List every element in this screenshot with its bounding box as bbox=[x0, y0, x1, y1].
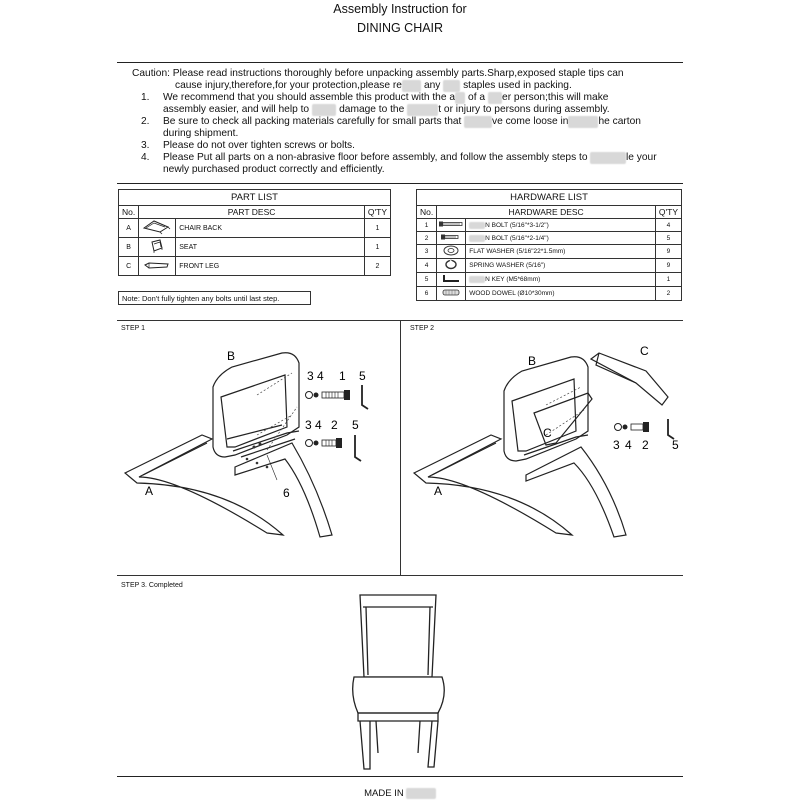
callout-5b: 5 bbox=[352, 418, 359, 432]
callout-a2: A bbox=[434, 484, 443, 498]
caution-item-1-cont: assembly easier, and will help to damage to the t or injury to persons during assembly. bbox=[163, 104, 610, 115]
table-row: C FRONT LEG 2 bbox=[119, 257, 391, 276]
callout-3b: 3 bbox=[305, 418, 312, 432]
caution-item-2: 2. Be sure to check all packing materials carefully for small parts that ve come loose in he carton bbox=[141, 116, 641, 127]
hardware-row-top bbox=[306, 385, 369, 409]
hardware-list-table bbox=[416, 189, 682, 301]
top-divider bbox=[117, 62, 683, 63]
callout-c2: C bbox=[543, 426, 552, 440]
callout-c: C bbox=[640, 344, 649, 358]
caution-item-3: 3. Please do not over tighten screws or bolts. bbox=[141, 140, 355, 151]
chair-back-icon bbox=[140, 219, 174, 235]
caution-block bbox=[132, 68, 677, 176]
table-row: 3 FLAT WASHER (5/16"22*1.5mm) 9 bbox=[417, 245, 682, 259]
step1-diagram bbox=[117, 335, 400, 573]
caution-line2: cause injury,therefore,for your protection,please re any staples used in packing. bbox=[175, 80, 572, 91]
document-title-line1: Assembly Instruction for bbox=[333, 2, 467, 16]
hardware-list-title: HARDWARE LIST bbox=[417, 190, 682, 206]
hardware-row-bottom bbox=[306, 435, 362, 461]
callout-2c: 2 bbox=[642, 438, 649, 452]
caution-item-4-cont: newly purchased product correctly and efficiently. bbox=[163, 164, 385, 175]
hardware-col-desc: HARDWARE DESC bbox=[437, 206, 656, 219]
made-in-footer: MADE IN bbox=[0, 788, 800, 799]
short-bolt-icon bbox=[438, 232, 464, 242]
part-list-table bbox=[118, 189, 391, 276]
table-row: B SEAT 1 bbox=[119, 238, 391, 257]
wood-dowel-icon bbox=[438, 287, 464, 298]
callout-3c: 3 bbox=[613, 438, 620, 452]
table-row: A CHAIR BACK 1 bbox=[119, 219, 391, 238]
callout-4: 4 bbox=[317, 369, 324, 383]
step2-label: STEP 2 bbox=[410, 325, 434, 332]
callout-5: 5 bbox=[359, 369, 366, 383]
part-col-qty: Q'TY bbox=[364, 206, 390, 219]
caution-line1: Caution: Please read instructions thoroughly before unpacking assembly parts.Sharp,exposed staple tips can bbox=[132, 68, 624, 79]
table-row: 6 WOOD DOWEL (Ø10*30mm) 2 bbox=[417, 287, 682, 301]
flat-washer-icon bbox=[438, 245, 464, 256]
callout-b: B bbox=[227, 349, 236, 363]
part-list-title: PART LIST bbox=[119, 190, 391, 206]
assembly-note: Note: Don't fully tighten any bolts until last step. bbox=[118, 291, 311, 305]
steps-panel bbox=[117, 320, 683, 576]
callout-4b: 4 bbox=[315, 418, 322, 432]
step2-diagram bbox=[406, 335, 683, 573]
bottom-divider bbox=[117, 776, 683, 777]
caution-item-4: 4. Please Put all parts on a non-abrasive floor before assembly, and follow the assembly steps to le your bbox=[141, 152, 657, 163]
spring-washer-icon bbox=[438, 259, 464, 270]
caution-divider bbox=[117, 183, 683, 184]
callout-1: 1 bbox=[339, 369, 346, 383]
callout-2: 2 bbox=[331, 418, 338, 432]
hardware-col-no: No. bbox=[417, 206, 437, 219]
part-col-desc: PART DESC bbox=[139, 206, 365, 219]
callout-a: A bbox=[145, 484, 154, 498]
hardware-col-qty: Q'TY bbox=[655, 206, 681, 219]
table-row: 5 N KEY (M5*68mm) 1 bbox=[417, 273, 682, 287]
callout-4c: 4 bbox=[625, 438, 632, 452]
step1-label: STEP 1 bbox=[121, 325, 145, 332]
allen-key-icon bbox=[438, 273, 464, 284]
table-row: 4 SPRING WASHER (5/16") 9 bbox=[417, 259, 682, 273]
front-leg-icon bbox=[140, 257, 174, 273]
caution-item-2-cont: during shipment. bbox=[163, 128, 239, 139]
callout-6: 6 bbox=[283, 486, 290, 500]
caution-item-1: 1. We recommend that you should assemble this product with the a of a er person;this will make bbox=[141, 92, 609, 103]
table-row: 1 N BOLT (5/16"*3-1/2") 4 bbox=[417, 219, 682, 232]
table-row: 2 N BOLT (5/16"*2-1/4") 5 bbox=[417, 232, 682, 245]
step3-label: STEP 3. Completed bbox=[121, 582, 183, 589]
document-title-line2: DINING CHAIR bbox=[356, 21, 444, 35]
hardware-row bbox=[615, 419, 675, 439]
completed-chair-diagram bbox=[340, 585, 460, 775]
seat-icon bbox=[140, 238, 174, 254]
long-bolt-icon bbox=[438, 219, 464, 229]
callout-3: 3 bbox=[307, 369, 314, 383]
part-col-no: No. bbox=[119, 206, 139, 219]
callout-b2: B bbox=[528, 354, 537, 368]
callout-5c: 5 bbox=[672, 438, 679, 452]
steps-divider bbox=[400, 321, 401, 575]
